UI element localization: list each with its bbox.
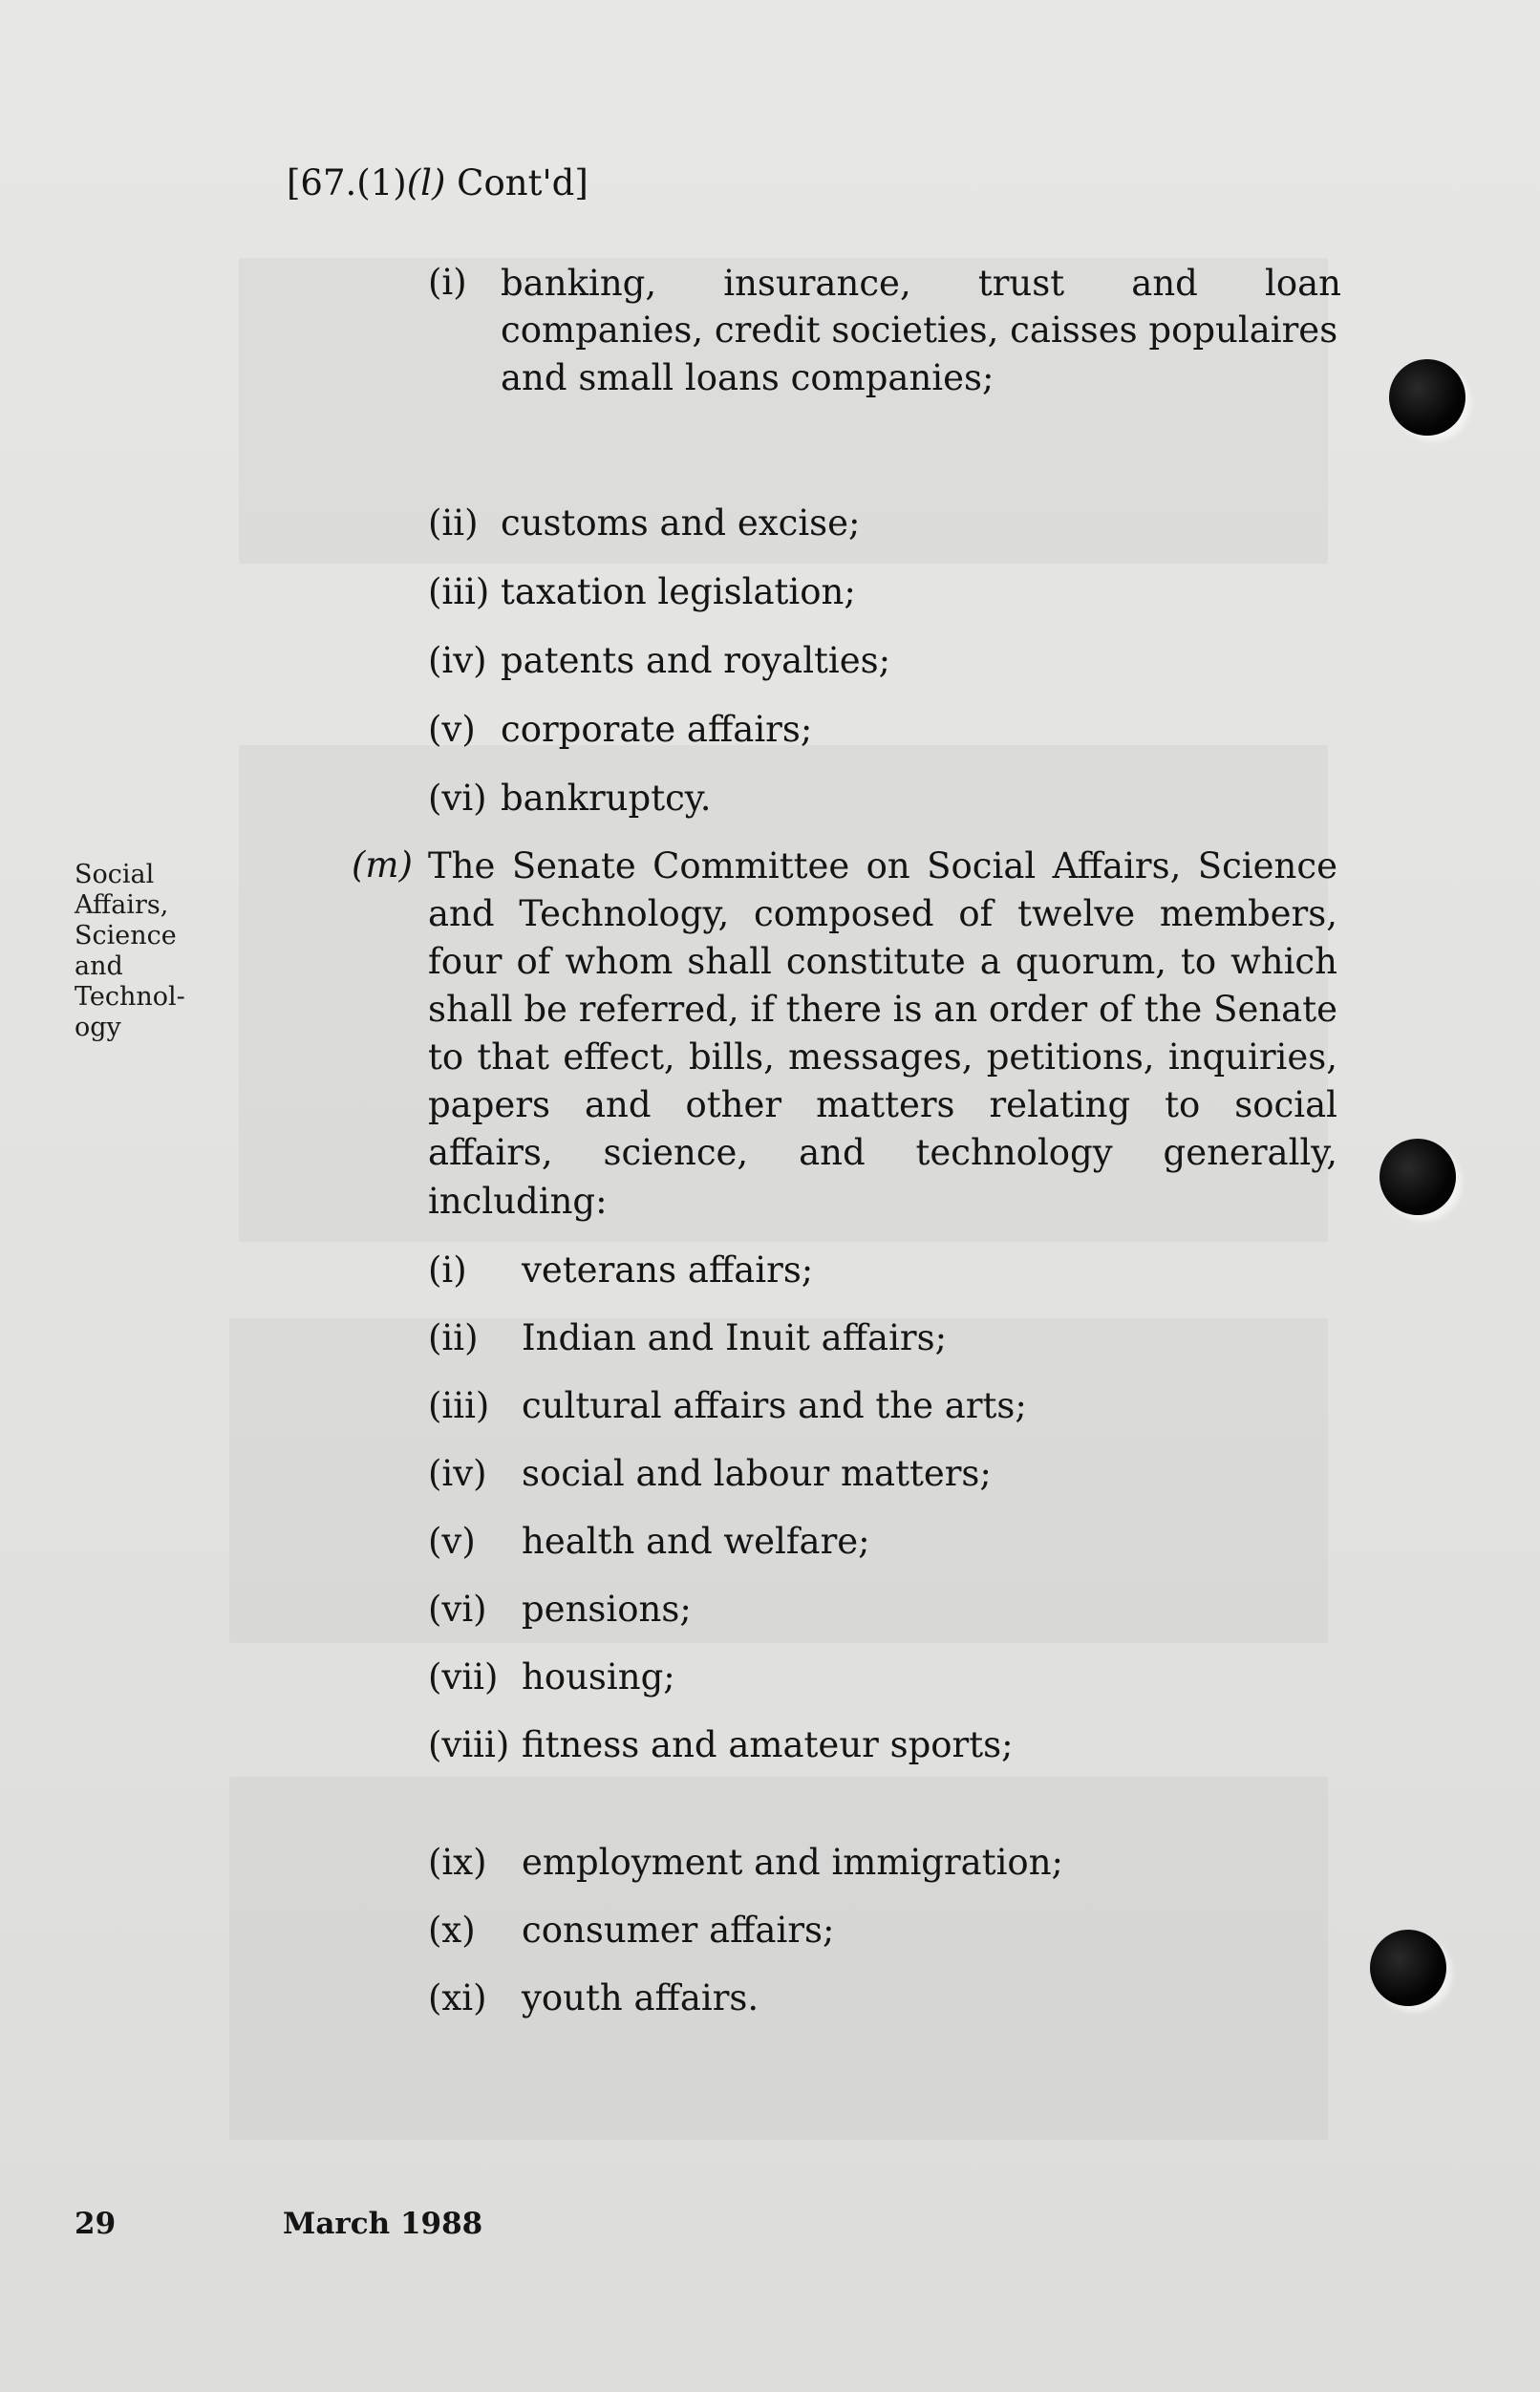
paragraph-line: The Senate Committee on Social Affairs, Science <box>428 845 1337 886</box>
item-number: (x) <box>428 1910 476 1951</box>
list-item <box>428 1840 1097 1886</box>
item-number: (vi) <box>428 1589 487 1630</box>
item-text: housing; <box>522 1656 675 1698</box>
marginal-note <box>75 860 199 1043</box>
list-item <box>428 501 1097 546</box>
item-text: bankruptcy. <box>501 778 712 819</box>
list-item <box>428 1587 1097 1633</box>
item-number: (ix) <box>428 1842 487 1883</box>
item-number: (i) <box>428 262 467 303</box>
header-suffix: Cont'd] <box>445 162 588 203</box>
item-text: social and labour matters; <box>522 1453 992 1494</box>
list-item <box>428 569 1097 615</box>
item-text: pensions; <box>522 1589 692 1630</box>
list-item <box>428 1451 1097 1497</box>
item-text: employment and immigration; <box>522 1842 1063 1883</box>
item-text-line: companies, credit societies, caisses populaires <box>501 310 1338 351</box>
list-item <box>428 707 1097 753</box>
paragraph-label: (m) <box>352 844 413 886</box>
item-text: Indian and Inuit affairs; <box>522 1317 948 1358</box>
marginal-note-line: Social <box>75 860 155 889</box>
show-through-block <box>229 1777 1328 2140</box>
section-header <box>287 160 588 206</box>
item-text-line: banking, insurance, trust and loan <box>501 263 1341 304</box>
item-number: (ii) <box>428 1317 479 1358</box>
item-text: customs and excise; <box>501 502 861 544</box>
item-number: (v) <box>428 709 476 750</box>
list-item <box>428 1383 1097 1429</box>
paragraph-line: papers and other matters relating to social <box>428 1084 1337 1125</box>
item-text: fitness and amateur sports; <box>522 1724 1014 1765</box>
list-item <box>428 1722 1097 1768</box>
item-number: (i) <box>428 1249 467 1291</box>
paragraph-line: to that effect, bills, messages, petitions, inquiries, <box>428 1036 1337 1078</box>
item-number: (vi) <box>428 778 487 819</box>
marginal-note-line: Affairs, <box>75 890 169 920</box>
item-text: taxation legislation; <box>501 571 856 612</box>
item-text-line: and small loans companies; <box>501 357 995 398</box>
list-item <box>428 1908 1097 1954</box>
marginal-note-line: ogy <box>75 1013 121 1042</box>
item-number: (xi) <box>428 1977 487 2018</box>
punch-hole <box>1389 359 1465 436</box>
header-italic-letter: (l) <box>406 162 446 203</box>
list-item <box>428 1315 1097 1361</box>
paragraph-line: shall be referred, if there is an order of the Senate <box>428 989 1337 1030</box>
item-text: youth affairs. <box>522 1977 759 2018</box>
item-number: (v) <box>428 1521 476 1562</box>
list-item <box>428 1655 1097 1700</box>
item-text: cultural affairs and the arts; <box>522 1385 1027 1426</box>
list-item <box>428 1519 1097 1565</box>
punch-hole <box>1370 1930 1446 2006</box>
list-item <box>428 260 1345 403</box>
list-item <box>428 638 1097 684</box>
punch-hole <box>1380 1139 1456 1215</box>
paragraph-line: and Technology, composed of twelve members, <box>428 893 1337 934</box>
item-number: (viii) <box>428 1724 510 1765</box>
paragraph-line: four of whom shall constitute a quorum, to which <box>428 941 1337 982</box>
paragraph-line: including: <box>428 1181 608 1222</box>
item-text: health and welfare; <box>522 1521 870 1562</box>
page-number: 29 <box>75 2207 117 2241</box>
item-number: (iv) <box>428 640 487 681</box>
item-text: corporate affairs; <box>501 709 813 750</box>
item-number: (ii) <box>428 502 479 544</box>
list-item <box>428 1248 1097 1293</box>
header-prefix: [67.(1) <box>287 162 407 203</box>
footer-date: March 1988 <box>283 2207 483 2241</box>
item-text: patents and royalties; <box>501 640 891 681</box>
item-number: (vii) <box>428 1656 499 1698</box>
item-text: veterans affairs; <box>522 1249 814 1291</box>
paragraph-line: affairs, science, and technology generally, <box>428 1132 1337 1173</box>
item-number: (iii) <box>428 1385 490 1426</box>
item-text: consumer affairs; <box>522 1910 835 1951</box>
list-item <box>428 776 1097 822</box>
marginal-note-line: Technol- <box>75 982 185 1012</box>
item-number: (iv) <box>428 1453 487 1494</box>
marginal-note-line: and <box>75 951 123 981</box>
marginal-note-line: Science <box>75 921 177 950</box>
item-number: (iii) <box>428 571 490 612</box>
list-item <box>428 1976 1097 2021</box>
